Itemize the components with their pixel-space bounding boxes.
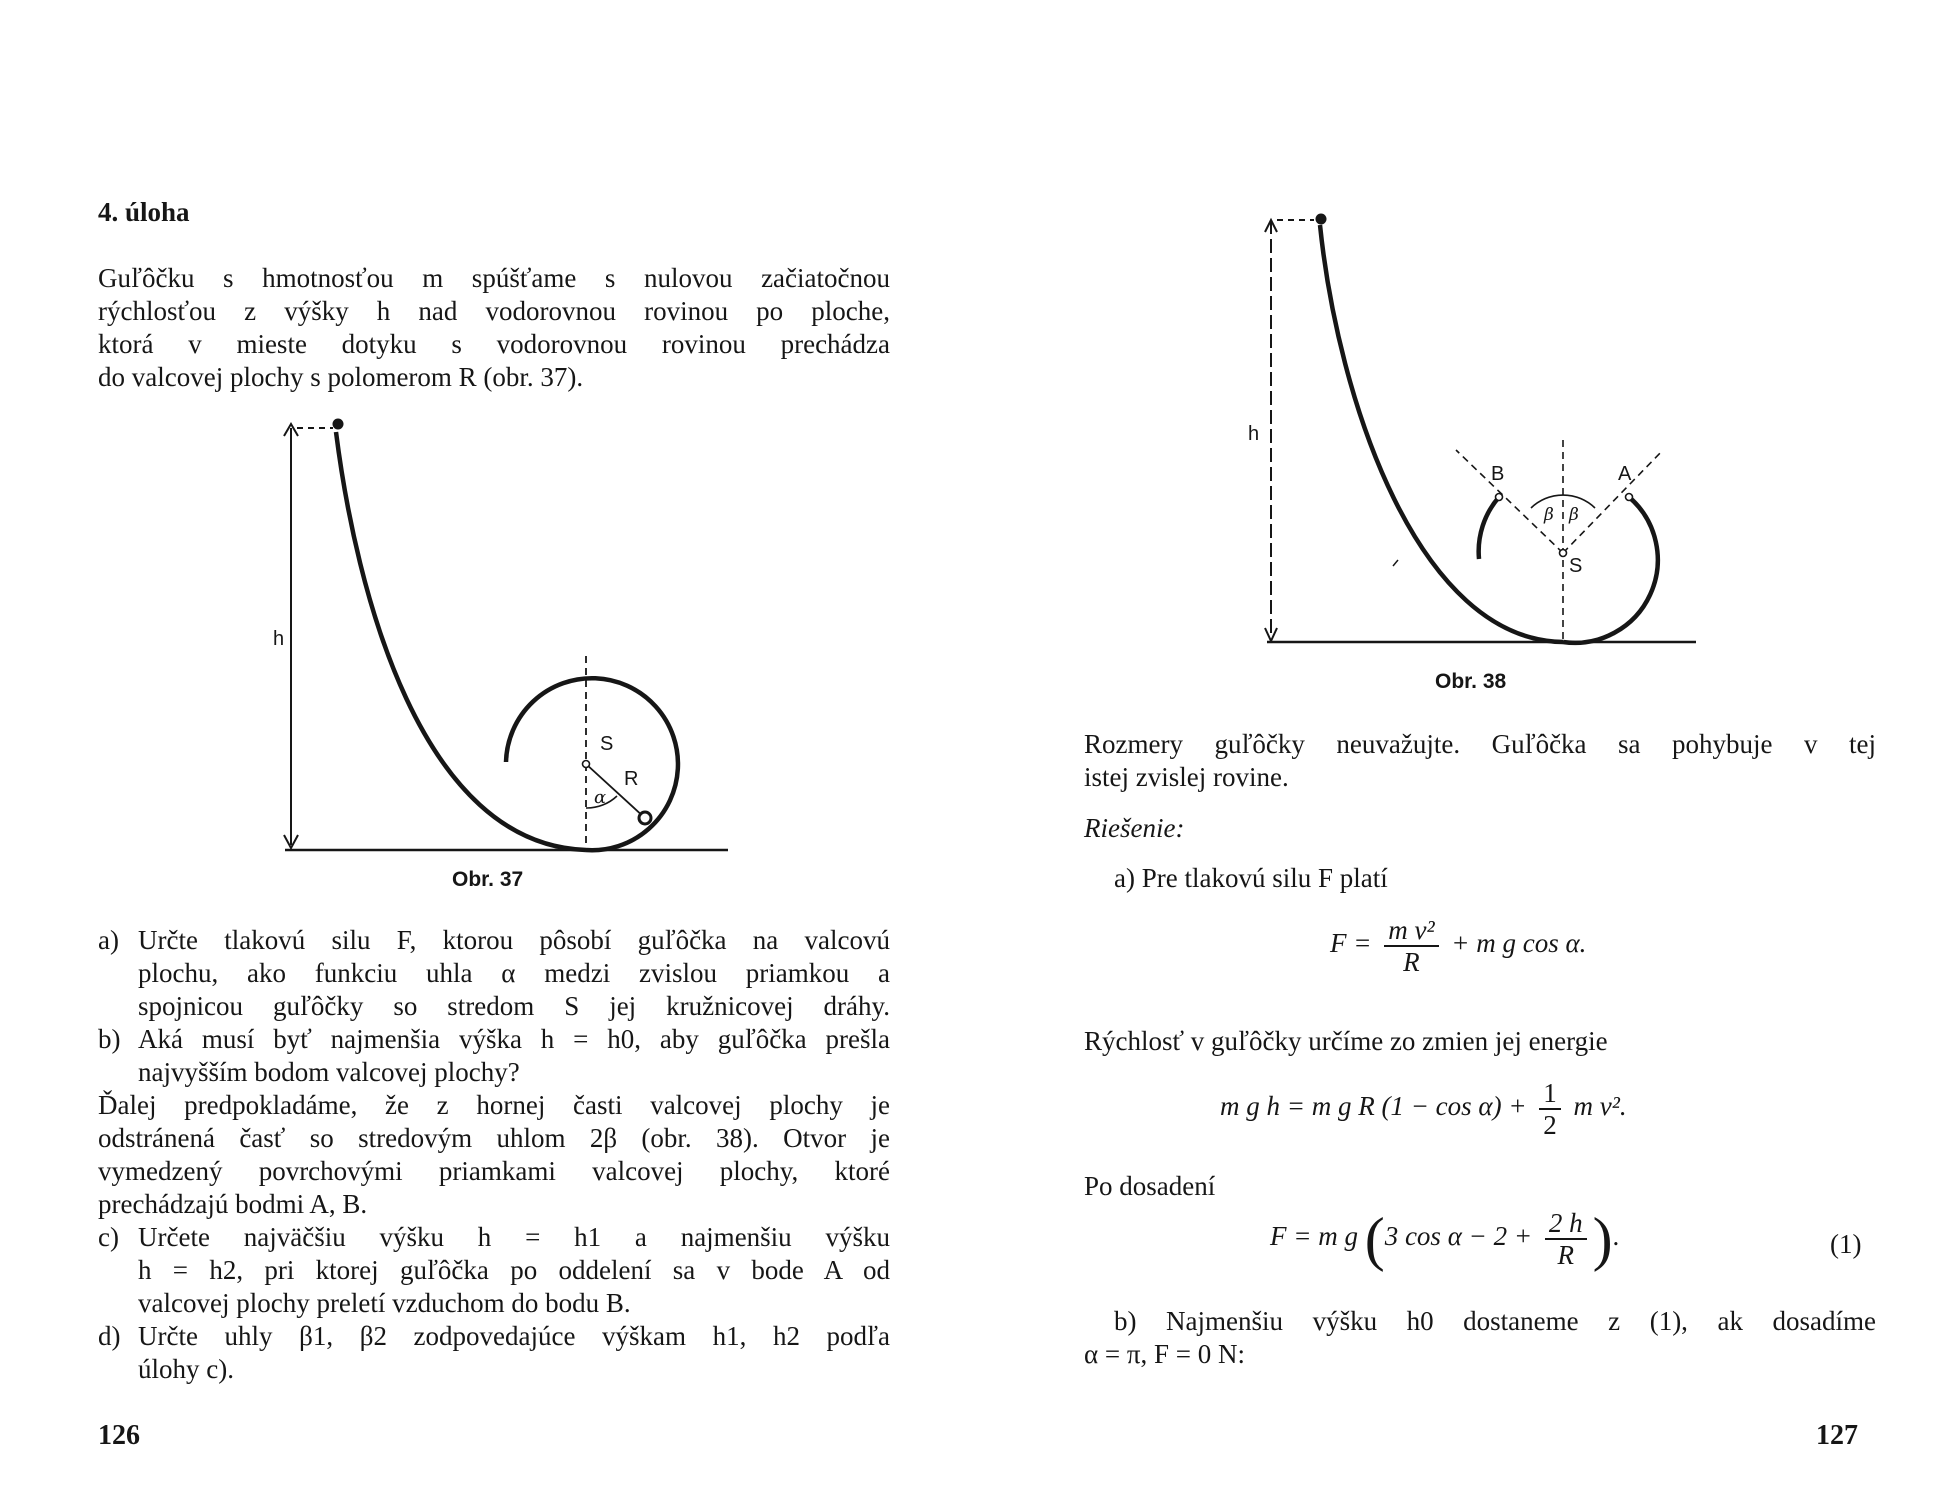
velocity-text: Rýchlosť v guľôčky určíme zo zmien jej energie — [1084, 1026, 1608, 1056]
formula-2-denominator: 2 — [1543, 1110, 1557, 1140]
point-a — [1626, 494, 1633, 501]
formula-3 — [1270, 1208, 1619, 1270]
item-a-line: spojnicou guľôčky so stredom S jej kružnicovej dráhy. — [138, 991, 890, 1021]
item-c-line: valcovej plochy preletí vzduchom do bodu B. — [138, 1288, 631, 1318]
continuation-line: odstránená časť so stredovým uhlom 2β (obr. 38). Otvor je — [98, 1123, 890, 1153]
solution-label: Riešenie: — [1084, 813, 1185, 843]
item-b-line: Aká musí byť najmenšia výška h = h0, aby guľôčka prešla — [138, 1024, 890, 1054]
formula-1-fraction — [1384, 915, 1438, 977]
formula-1 — [1330, 915, 1586, 977]
formula-3-inner: 3 cos α − 2 + — [1384, 1221, 1533, 1252]
formula-2-rest: m v². — [1573, 1091, 1627, 1122]
label-b: B — [1491, 463, 1505, 485]
formula-1-denominator: R — [1403, 947, 1420, 977]
item-c-line: h = h2, pri ktorej guľôčka po oddelení sa v bode A od — [138, 1255, 890, 1285]
part-b-line: b) Najmenšiu výšku h0 dostaneme z (1), ak dosadíme — [1114, 1306, 1876, 1336]
figure-38-caption: Obr. 38 — [1435, 670, 1507, 693]
label-s: S — [1569, 555, 1583, 577]
intro-line: Guľôčku s hmotnosťou m spúšťame s nulovou začiatočnou — [98, 263, 890, 293]
item-a — [98, 924, 890, 1023]
page-number-left: 126 — [98, 1420, 140, 1451]
label-beta-left: β — [1544, 505, 1554, 525]
item-c-label: c) — [98, 1222, 119, 1252]
item-b-line: najvyšším bodom valcovej plochy? — [138, 1057, 520, 1087]
formula-1-rest: + m g cos α. — [1451, 928, 1587, 959]
item-b-label: b) — [98, 1024, 121, 1054]
item-d-line: úlohy c). — [138, 1354, 234, 1384]
item-a-line: Určte tlakovú silu F, ktorou pôsobí guľôčka na valcovú — [138, 925, 890, 955]
formula-3-lhs: F = m g — [1270, 1221, 1358, 1252]
label-beta-right: β — [1569, 505, 1579, 525]
formula-3-denominator: R — [1557, 1240, 1574, 1270]
item-a-label: a) — [98, 925, 119, 955]
ball-on-loop — [639, 812, 651, 824]
item-b — [98, 1023, 890, 1089]
substitution-text: Po dosadení — [1084, 1171, 1216, 1201]
ball — [333, 419, 344, 430]
track-curve — [336, 432, 586, 850]
item-c-line: Určete najväčšiu výšku h = h1 a najmenšiu výšku — [138, 1222, 890, 1252]
intro-line: rýchlosťou z výšky h nad vodorovnou rovinou po ploche, — [98, 296, 890, 326]
item-d — [98, 1320, 890, 1386]
formula-1-lhs: F = — [1330, 928, 1372, 959]
continuation-line: prechádzajú bodmi A, B. — [98, 1189, 368, 1219]
continuation-line: Ďalej predpokladáme, že z hornej časti valcovej plochy je — [98, 1090, 890, 1120]
loop-arc — [506, 678, 678, 850]
intro-line: ktorá v mieste dotyku s vodorovnou rovinou prechádza — [98, 329, 890, 359]
figure-37-caption: Obr. 37 — [452, 868, 524, 891]
label-alpha: α — [594, 787, 607, 808]
part-b-line: α = π, F = 0 N: — [1084, 1339, 1245, 1369]
assumption-line: Rozmery guľôčky neuvažujte. Guľôčka sa pohybuje v tej — [1084, 729, 1876, 759]
label-s: S — [600, 733, 614, 755]
part-b-paragraph — [1084, 1305, 1876, 1371]
formula-3-fraction — [1545, 1208, 1587, 1270]
intro-line: do valcovej plochy s polomerom R (obr. 37). — [98, 362, 584, 392]
ray-a — [1563, 450, 1663, 553]
formula-3-period: . — [1612, 1221, 1620, 1252]
figure-38 — [978, 0, 1956, 700]
formula-2 — [1220, 1078, 1627, 1140]
tick-mark — [1393, 560, 1398, 566]
formula-3-numerator: 2 h — [1545, 1208, 1587, 1240]
label-r: R — [624, 768, 639, 790]
right-page — [978, 0, 1956, 1500]
assumption-line: istej zvislej rovine. — [1084, 762, 1289, 792]
label-h: h — [273, 628, 285, 650]
formula-3-open-paren: ( — [1364, 1206, 1385, 1272]
item-d-line: Určte uhly β1, β2 zodpovedajúce výškam h1, h2 podľa — [138, 1321, 890, 1351]
ray-b — [1456, 450, 1563, 553]
formula-3-close-paren: ) — [1592, 1206, 1613, 1272]
formula-2-fraction — [1539, 1078, 1561, 1140]
center-point — [583, 761, 590, 768]
center-point — [1560, 550, 1567, 557]
formula-2-numerator: 1 — [1539, 1078, 1561, 1110]
equation-number-1: (1) — [1830, 1229, 1862, 1259]
formula-2-lhs: m g h = m g R (1 − cos α) + — [1220, 1091, 1527, 1122]
track-curve — [1320, 225, 1563, 642]
part-a-text: a) Pre tlakovú silu F platí — [1114, 863, 1388, 893]
item-d-label: d) — [98, 1321, 121, 1351]
continuation-paragraph — [98, 1089, 890, 1221]
figure-37 — [0, 0, 978, 900]
page-number-right: 127 — [1816, 1420, 1858, 1451]
label-a: A — [1618, 463, 1632, 485]
ball — [1316, 214, 1327, 225]
assumption-paragraph — [1084, 728, 1876, 794]
point-b — [1496, 494, 1503, 501]
continuation-line: vymedzený povrchovými priamkami valcovej plochy, ktoré — [98, 1156, 890, 1186]
problem-heading: 4. úloha — [98, 197, 190, 227]
label-h: h — [1248, 423, 1260, 445]
loop-arc-left — [1479, 497, 1499, 559]
item-c — [98, 1221, 890, 1320]
item-a-line: plochu, ako funkciu uhla α medzi zvislou priamkou a — [138, 958, 890, 988]
formula-1-numerator: m v² — [1384, 915, 1438, 947]
